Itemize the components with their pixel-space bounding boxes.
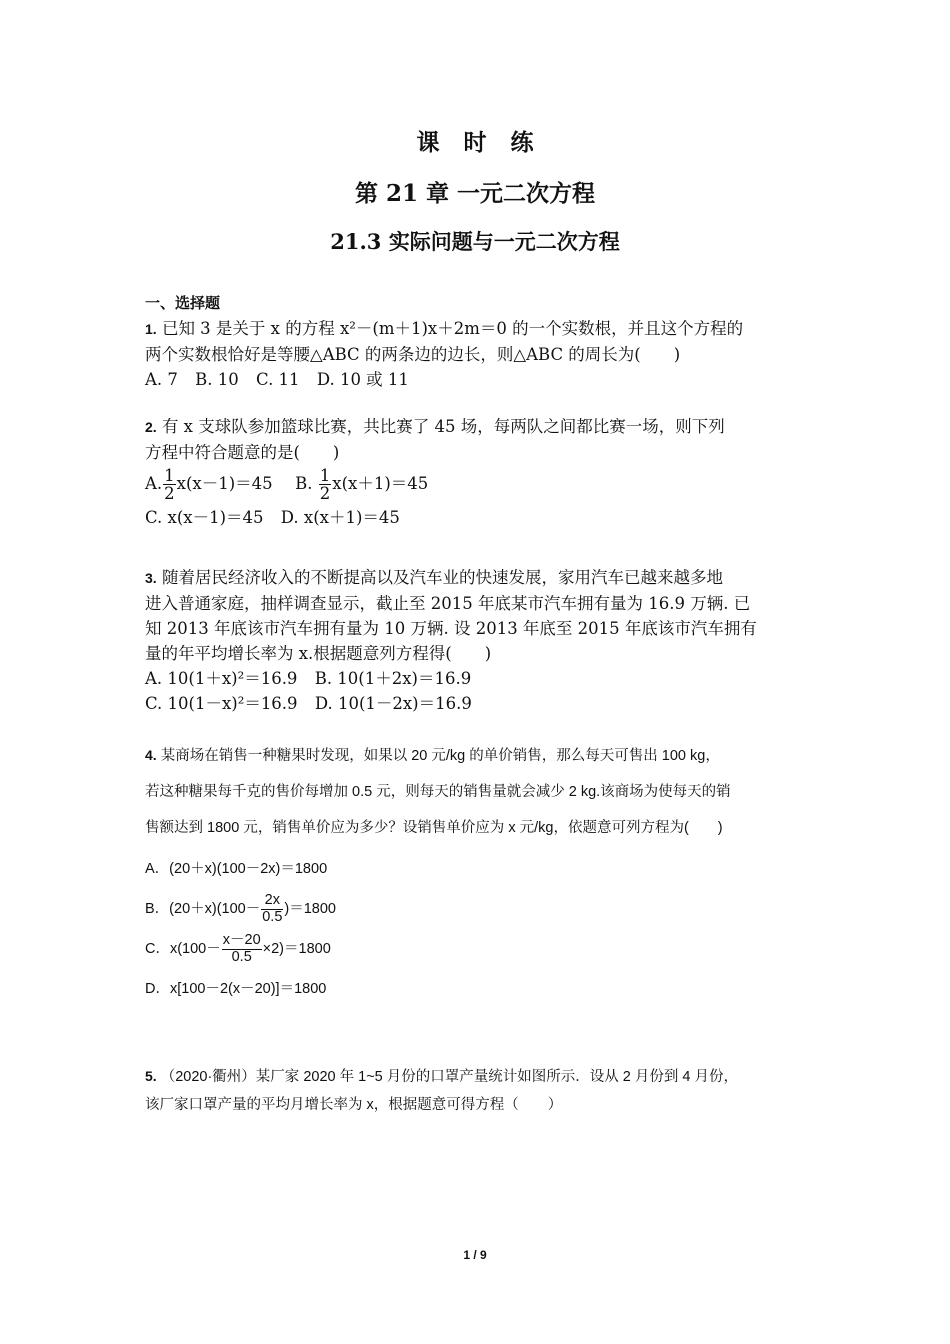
q3-line-3: 知 2013 年底该市汽车拥有量为 10 万辆. 设 2013 年底至 2015 年底该市汽车拥有 (145, 619, 757, 638)
q2-options-ab (145, 467, 810, 503)
q2-option-a: A. $\frac{1}{2}$ x(x－1)＝45 (145, 466, 273, 504)
q4-option-a: A．(20＋x)(100－2x)＝1800 (145, 861, 328, 877)
q1-option-b: B. 10 (195, 370, 239, 389)
q3-option-b: B. 10(1＋2x)＝16.9 (314, 669, 472, 688)
q4-line-1: 4. 某商场在销售一种糖果时发现，如果以 20 元/kg 的单价销售，那么每天可售出 100 kg， (145, 747, 720, 764)
q3-options-cd (145, 691, 810, 716)
q2-option-b: B. $\frac{1}{2}$ x(x＋1)＝45 (295, 466, 429, 504)
q1-number: 1. (145, 321, 157, 337)
q2-line-2: 方程中符合题意的是( ) (145, 443, 340, 462)
section-title: 21.3 实际问题与一元二次方程 (330, 229, 620, 254)
question-5 (145, 1062, 810, 1119)
q2-line-1: 2. 有 x 支球队参加篮球比赛，共比赛了 45 场，每两队之间都比赛一场，则下列 (145, 417, 725, 436)
q3-options-ab (145, 666, 810, 691)
q4-option-c: C．x(100－ $\frac{x-20}{0.5}$ ×2)＝1800 (145, 932, 331, 965)
q1-line-2: 两个实数根恰好是等腰△ABC 的两条边的边长，则△ABC 的周长为( ) (145, 345, 681, 364)
q4-number: 4. (145, 747, 157, 763)
page-number: 1 / 9 (463, 1248, 487, 1262)
q3-option-c: C. 10(1－x)²＝16.9 (145, 694, 298, 713)
q5-number: 5. (145, 1068, 157, 1084)
q5-line-1: 5. （2020·衢州）某厂家 2020 年 1~5 月份的口罩产量统计如图所示．设从 2 月份到 4 月份， (145, 1068, 739, 1085)
fraction: $\frac{x-20}{0.5}$ (222, 932, 261, 965)
q3-option-d: D. 10(1－2x)＝16.9 (314, 694, 472, 713)
question-3 (145, 565, 810, 716)
fraction: $\frac{2x}{0.5}$ (262, 892, 283, 925)
doc-title: 课时练 (416, 129, 558, 156)
question-4 (145, 737, 810, 1006)
chapter-title: 第 21 章 一元二次方程 (354, 180, 596, 207)
q2-option-d: D. x(x＋1)＝45 (280, 507, 400, 527)
fraction: $\frac{1}{2}$ (164, 466, 175, 504)
q2-option-c: C. x(x－1)＝45 (145, 507, 264, 527)
q3-option-a: A. 10(1＋x)²＝16.9 (145, 669, 298, 688)
q3-line-1: 3. 随着居民经济收入的不断提高以及汽车业的快速发展，家用汽车已越来越多地 (145, 568, 723, 587)
q2-options-cd (145, 505, 810, 530)
fraction: $\frac{1}{2}$ (319, 466, 331, 504)
q3-line-2: 进入普通家庭，抽样调查显示，截止至 2015 年底某市汽车拥有量为 16.9 万辆. 已 (145, 594, 751, 613)
q4-option-d: D．x[100－2(x－20)]＝1800 (145, 981, 327, 997)
q4-line-2: 若这种糖果每千克的售价每增加 0.5 元，则每天的销售量就会减少 2 kg.该商场为使每天的销 (145, 784, 731, 800)
q1-line-1: 1. 已知 3 是关于 x 的方程 x²－(m＋1)x＋2m＝0 的一个实数根，并且这个方程的 (145, 319, 744, 338)
q1-option-c: C. 11 (256, 370, 300, 389)
q4-line-3: 售额达到 1800 元，销售单价应为多少？设销售单价应为 x 元/kg，依题意可列方程为( ) (145, 820, 723, 836)
question-2 (145, 414, 810, 530)
q1-options (145, 367, 810, 392)
q3-number: 3. (145, 570, 157, 586)
q5-line-2: 该厂家口罩产量的平均月增长率为 x，根据题意可得方程（ ） (145, 1097, 563, 1113)
part-label: 一、选择题 (145, 294, 221, 312)
q2-number: 2. (145, 419, 157, 435)
question-1 (145, 316, 810, 392)
q3-line-4: 量的年平均增长率为 x.根据题意列方程得( ) (145, 644, 492, 663)
q4-option-b: B．(20＋x)(100－ $\frac{2x}{0.5}$ )＝1800 (145, 892, 336, 925)
q1-option-d: D. 10 或 11 (316, 370, 409, 389)
q1-option-a: A. 7 (145, 370, 178, 389)
